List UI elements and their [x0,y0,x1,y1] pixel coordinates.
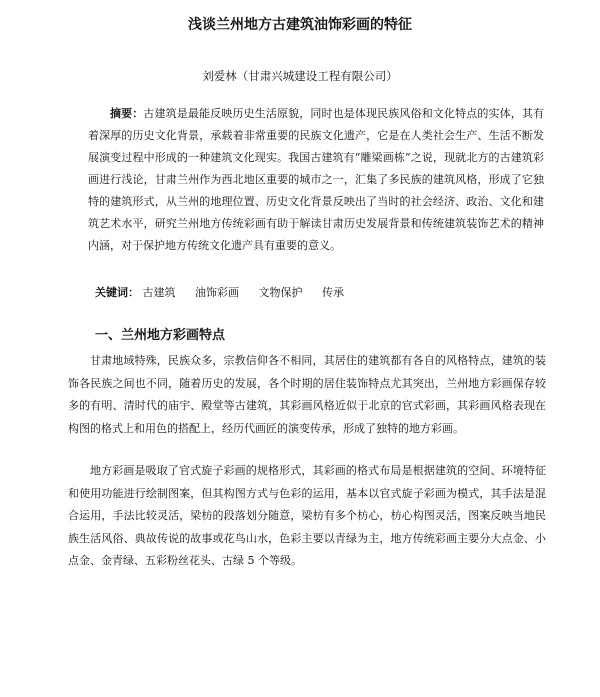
author-line: 刘爱林（甘肃兴城建设工程有限公司） [202,69,398,83]
keywords-label: 关键词： [95,286,139,299]
abstract-text: 古建筑是最能反映历史生活原貌，同时也是体现民族风俗和文化特点的实体，其有着深厚的历史文化背景，承载着非常重要的民族文化遗产，它是在人类社会生产、生活不断发展演变过程中形成的一种建筑文化现实。我国古建筑有“雕梁画栋”之说，现就北方的古建筑彩画进行浅论，甘肃兰州作为西北地区重要的城市之一，汇集了多民族的建筑风格，形成了它独特的建筑形式，从兰州的地理位置、历史文化背景反映出了当时的社会经济、政治、文化和建筑艺术水平，研究兰州地方传统彩画有助于解读甘肃历史发展背景和传统建筑装饰艺术的精神内涵，对于保护地方传统文化遗产具有重要的意义。 [88,107,545,252]
section-heading: 一、兰州地方彩画特点 [95,328,226,343]
keyword-item: 油饰彩画 [195,286,239,299]
keyword-item: 古建筑 [142,286,176,299]
keyword-item: 文物保护 [258,286,303,299]
keyword-item: 传承 [322,286,344,299]
keywords-line [95,282,545,304]
body-paragraph: 甘肃地域特殊，民族众多，宗教信仰各不相同，其居住的建筑都有各自的风格特点，建筑的装饰各民族之间也不同，随着历史的发展，各个时期的居住装饰特点尤其突出，兰州地方彩画保存较多的有明、清时代的庙宇、殿堂等古建筑，其彩画风格近似于北京的官式彩画，其彩画风格表现在构图的格式上和用色的搭配上，经历代画匠的演变传承，形成了独特的地方彩画。 [68,354,546,435]
body-paragraph: 地方彩画是吸取了官式旋子彩画的规格形式，其彩画的格式布局是根据建筑的空间、环境特征和使用功能进行绘制图案，但其构图方式与色彩的运用，基本以官式旋子彩画为模式，其手法是混合运用，手法比较灵活，梁枋的段落划分随意，梁枋有多个枋心，枋心构图灵活，图案反映当地民族生活风俗、典故传说的故事或花鸟山水，色彩主要以青绿为主，地方传统彩画主要分大点金、小点金、金青绿、五彩粉丝花头、古绿 5 个等级。 [68,464,546,567]
abstract-paragraph [88,103,544,257]
paper-title: 浅谈兰州地方古建筑油饰彩画的特征 [188,17,412,33]
abstract-label: 摘要： [110,107,144,120]
